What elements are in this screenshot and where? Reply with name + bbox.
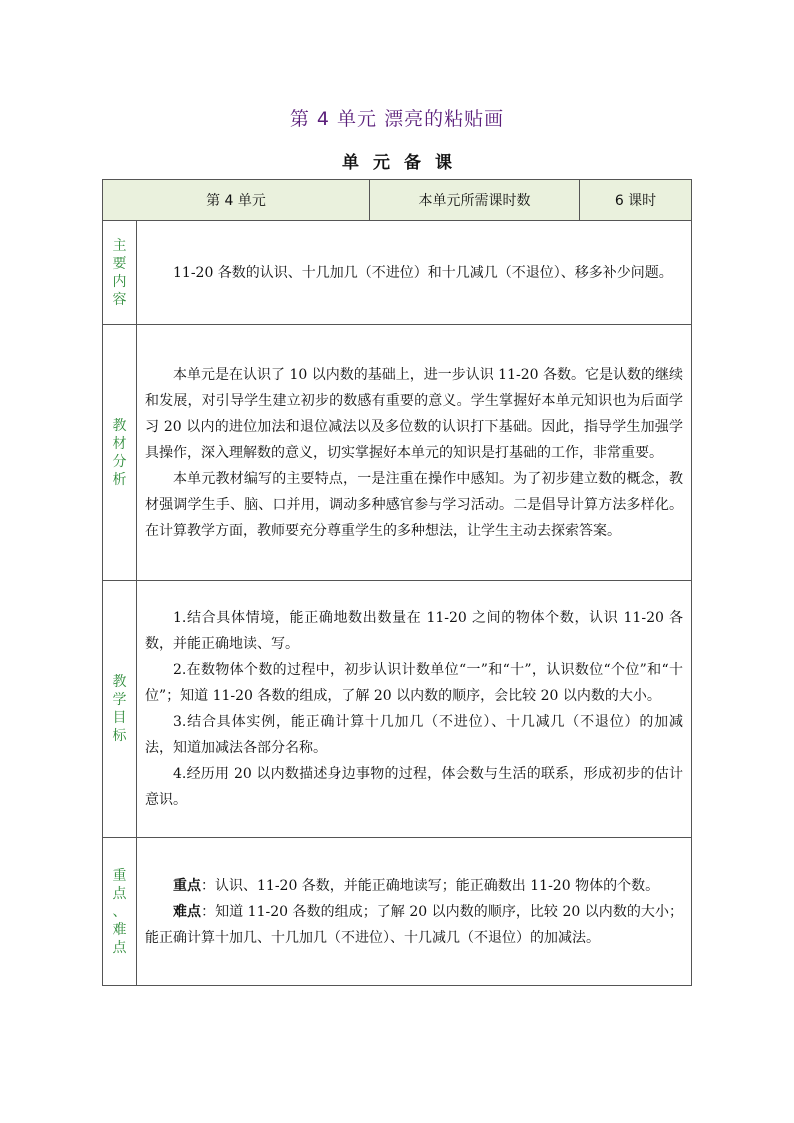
teaching-goals-label: 教 学 目 标 [103, 581, 137, 838]
main-content-row [103, 221, 692, 325]
material-analysis-label: 教 材 分 析 [103, 325, 137, 581]
paragraph: 11-20 各数的认识、十几加几（不进位）和十几减几（不退位）、移多补少问题。 [173, 264, 673, 281]
difficult-point-label: 难点 [173, 903, 202, 920]
material-analysis-text [137, 325, 692, 581]
unit-cell: 第 4 单元 [103, 180, 370, 221]
paragraph: 2.在数物体个数的过程中，初步认识计数单位“一”和“十”，认识数位“个位”和“十位”；知道 11-20 各数的组成，了解 20 以内数的顺序，会比较 20 以内数的大小。 [145, 662, 683, 704]
key-points-row [103, 838, 692, 986]
header-row [103, 180, 692, 221]
key-point-paragraph [145, 873, 683, 899]
teaching-goals-text [137, 581, 692, 838]
difficult-point-text: ：知道 11-20 各数的组成；了解 20 以内数的顺序，比较 20 以内数的大小；能正确计算十加几、十几加几（不进位）、十几减几（不退位）的加减法。 [145, 903, 683, 946]
teaching-goals-row [103, 581, 692, 838]
paragraph: 1.结合具体情境，能正确地数出数量在 11-20 之间的物体个数，认识 11-20 各数，并能正确地读、写。 [145, 610, 683, 652]
difficult-point-paragraph [145, 899, 683, 951]
material-analysis-row [103, 325, 692, 581]
main-content-text [137, 221, 692, 325]
key-points-text [137, 838, 692, 986]
document-title: 第 4 单元 漂亮的粘贴画 [289, 108, 505, 130]
unit-plan-table [102, 179, 692, 986]
paragraph: 本单元是在认识了 10 以内数的基础上，进一步认识 11-20 各数。它是认数的继续和发展，对引导学生建立初步的数感有重要的意义。学生掌握好本单元知识也为后面学习 20 以内的进位加法和退位减法以及多位数的认识打下基础。因此，指导学生加强学具操作，深入理解数的意义，切实掌握好本单元的知识是打基础的工作，非常重要。 [145, 366, 683, 461]
key-points-label: 重 点 、 难 点 [103, 838, 137, 986]
paragraph: 4.经历用 20 以内数描述身边事物的过程，体会数与生活的联系，形成初步的估计意识。 [145, 766, 683, 808]
hours-value-cell: 6 课时 [580, 180, 692, 221]
paragraph: 本单元教材编写的主要特点，一是注重在操作中感知。为了初步建立数的概念，教材强调学生手、脑、口并用，调动多种感官参与学习活动。二是倡导计算方法多样化。在计算教学方面，教师要充分尊重学生的多种想法，让学生主动去探索答案。 [145, 470, 683, 539]
key-point-label: 重点 [173, 877, 201, 894]
key-point-text: ：认识、11-20 各数，并能正确地读写；能正确数出 11-20 物体的个数。 [201, 877, 660, 894]
document-subtitle: 单元备课 [342, 153, 466, 173]
paragraph: 3.结合具体实例，能正确计算十几加几（不进位）、十几减几（不退位）的加减法，知道加减法各部分名称。 [145, 714, 683, 756]
main-content-label: 主 要 内 容 [103, 221, 137, 325]
hours-label-cell: 本单元所需课时数 [370, 180, 580, 221]
